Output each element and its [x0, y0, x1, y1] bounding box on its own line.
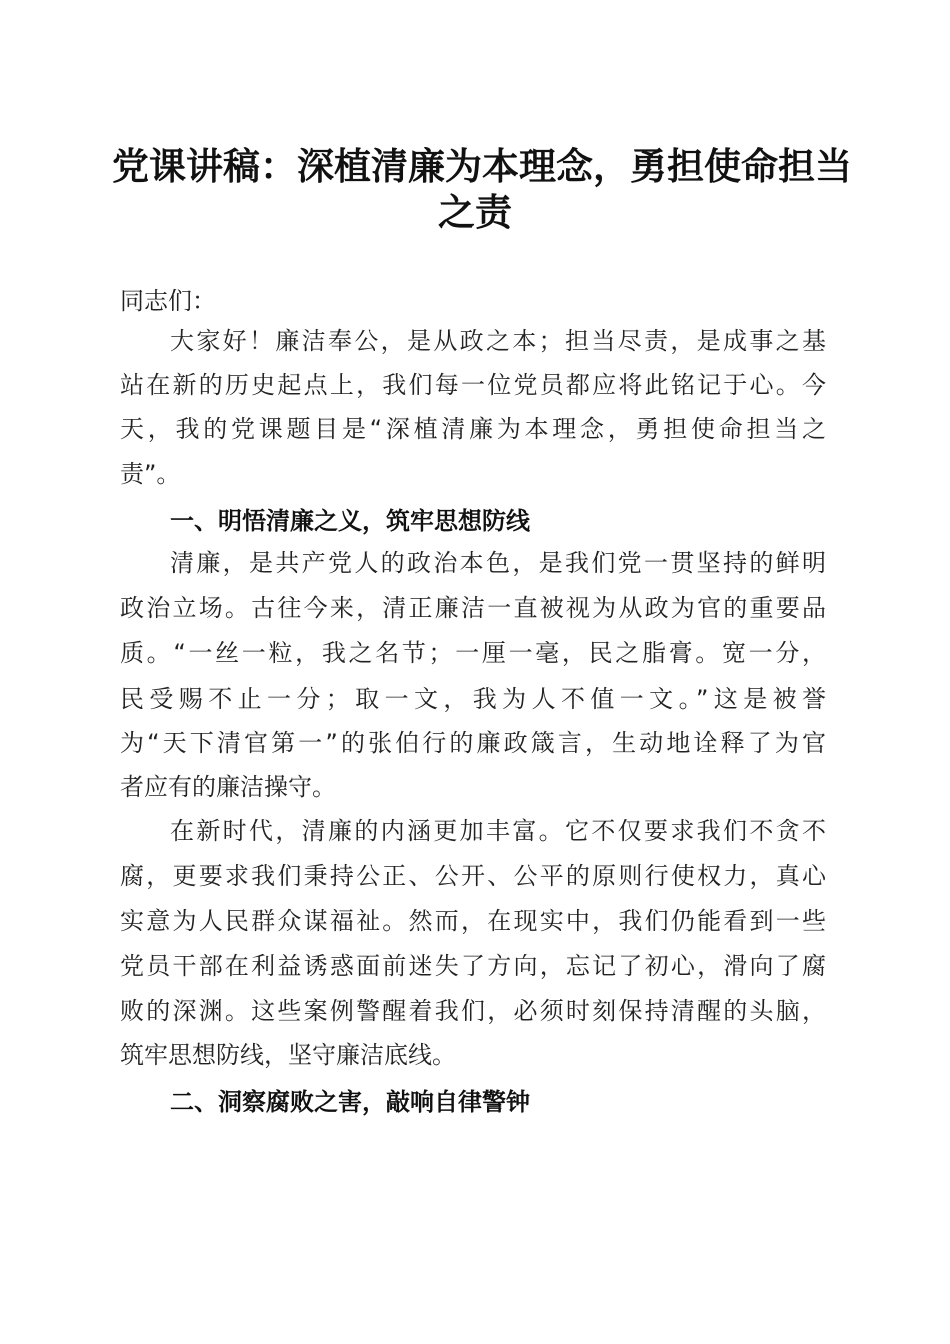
- paragraph-line: 在新时代，清廉的内涵更加丰富。它不仅要求我们不贪不: [170, 817, 826, 845]
- document-title-line-2: 之责: [438, 190, 512, 234]
- section-heading: 二、洞察腐败之害，敲响自律警钟: [170, 1088, 530, 1116]
- paragraph-line: 实意为人民群众谋福祉。然而，在现实中，我们仍能看到一些: [120, 907, 826, 935]
- paragraph-line: 天，我的党课题目是“深植清廉为本理念，勇担使命担当之: [120, 415, 826, 443]
- paragraph-line: 筑牢思想防线，坚守廉洁底线。: [120, 1041, 456, 1069]
- paragraph-line: 政治立场。古往今来，清正廉洁一直被视为从政为官的重要品: [120, 594, 826, 622]
- paragraph-line: 清廉，是共产党人的政治本色，是我们党一贯坚持的鲜明: [170, 549, 826, 577]
- paragraph-line: 为“天下清官第一”的张伯行的廉政箴言，生动地诠释了为官: [120, 729, 826, 757]
- paragraph-line: 腐，更要求我们秉持公正、公开、公平的原则行使权力，真心: [120, 862, 826, 890]
- paragraph-line: 站在新的历史起点上，我们每一位党员都应将此铭记于心。今: [120, 371, 826, 399]
- paragraph-line: 民受赐不止一分；取一文，我为人不值一文。”这是被誉: [120, 685, 826, 713]
- paragraph-line: 责”。: [120, 460, 181, 488]
- paragraph-line: 者应有的廉洁操守。: [120, 773, 336, 801]
- paragraph-line: 党员干部在利益诱惑面前迷失了方向，忘记了初心，滑向了腐: [120, 952, 826, 980]
- document-title-line-1: 党课讲稿：深植清廉为本理念，勇担使命担当: [112, 144, 852, 188]
- section-heading: 一、明悟清廉之义，筑牢思想防线: [170, 507, 530, 535]
- paragraph-line: 质。“一丝一粒，我之名节；一厘一毫，民之脂膏。宽一分，: [120, 639, 826, 667]
- paragraph-line: 败的深渊。这些案例警醒着我们，必须时刻保持清醒的头脑，: [120, 997, 826, 1025]
- paragraph-line: 大家好！廉洁奉公，是从政之本；担当尽责，是成事之基: [170, 327, 826, 355]
- salutation: 同志们：: [120, 287, 216, 315]
